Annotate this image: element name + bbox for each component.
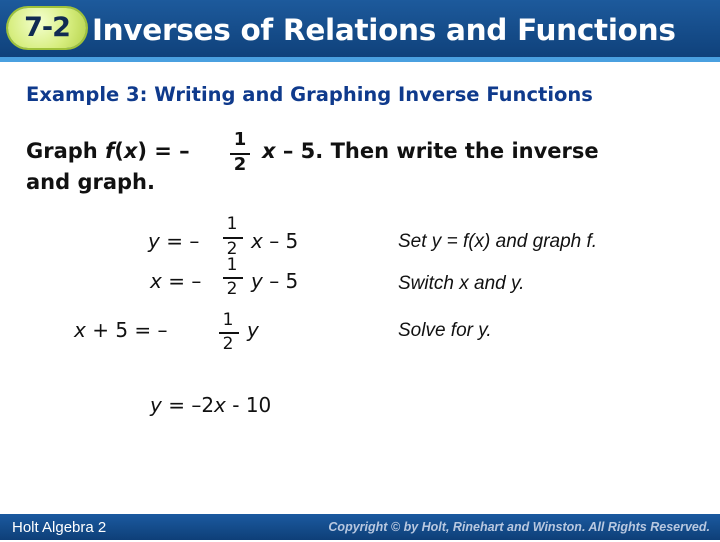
step-2-denominator: 2: [226, 279, 238, 299]
problem-after-var: x: [262, 139, 276, 163]
slide-header: [0, 0, 720, 62]
problem-fraction-denominator: 2: [233, 154, 247, 175]
step-1-right: x – 5: [251, 229, 299, 253]
step-1-left: y = –: [148, 229, 200, 253]
step-2-note: Switch x and y.: [398, 273, 525, 294]
step-3-numerator: 1: [222, 310, 234, 330]
problem-line-1-rest: [262, 139, 599, 163]
step-1-denominator: 2: [226, 239, 238, 259]
problem-func-name: f: [105, 139, 115, 163]
step-3-left: x + 5 = –: [74, 318, 168, 342]
step-3-right: y: [247, 318, 259, 342]
step-1-numerator: 1: [226, 214, 238, 234]
lesson-badge: [8, 8, 86, 48]
problem-line-1: Graph f(x) = –: [26, 139, 190, 163]
step-4-equation: y = –2x - 10: [150, 393, 272, 417]
lesson-number: 7-2: [24, 12, 70, 43]
header-stripe: [0, 57, 720, 62]
example-heading: Example 3: Writing and Graphing Inverse Functions: [26, 83, 593, 106]
problem-line-2: and graph.: [26, 170, 155, 194]
problem-line1-end: – 5. Then write the inverse: [282, 139, 599, 163]
problem-fraction-numerator: 1: [233, 129, 247, 150]
step-2-numerator: 1: [226, 255, 238, 275]
step-1-note: Set y = f(x) and graph f.: [398, 231, 598, 252]
problem-equals-minus: ) = –: [137, 139, 190, 163]
footer-copyright: Copyright © by Holt, Rinehart and Winston. All Rights Reserved.: [328, 520, 710, 534]
lesson-title: Inverses of Relations and Functions: [92, 13, 676, 47]
step-2-right: y – 5: [251, 269, 299, 293]
footer-book-title: Holt Algebra 2: [12, 519, 107, 536]
step-3-denominator: 2: [222, 334, 234, 354]
problem-graph-word: Graph: [26, 139, 98, 163]
slide-footer: [0, 514, 720, 540]
step-3-note: Solve for y.: [398, 320, 492, 341]
problem-func-var: x: [123, 139, 138, 163]
step-2-left: x = –: [150, 269, 202, 293]
